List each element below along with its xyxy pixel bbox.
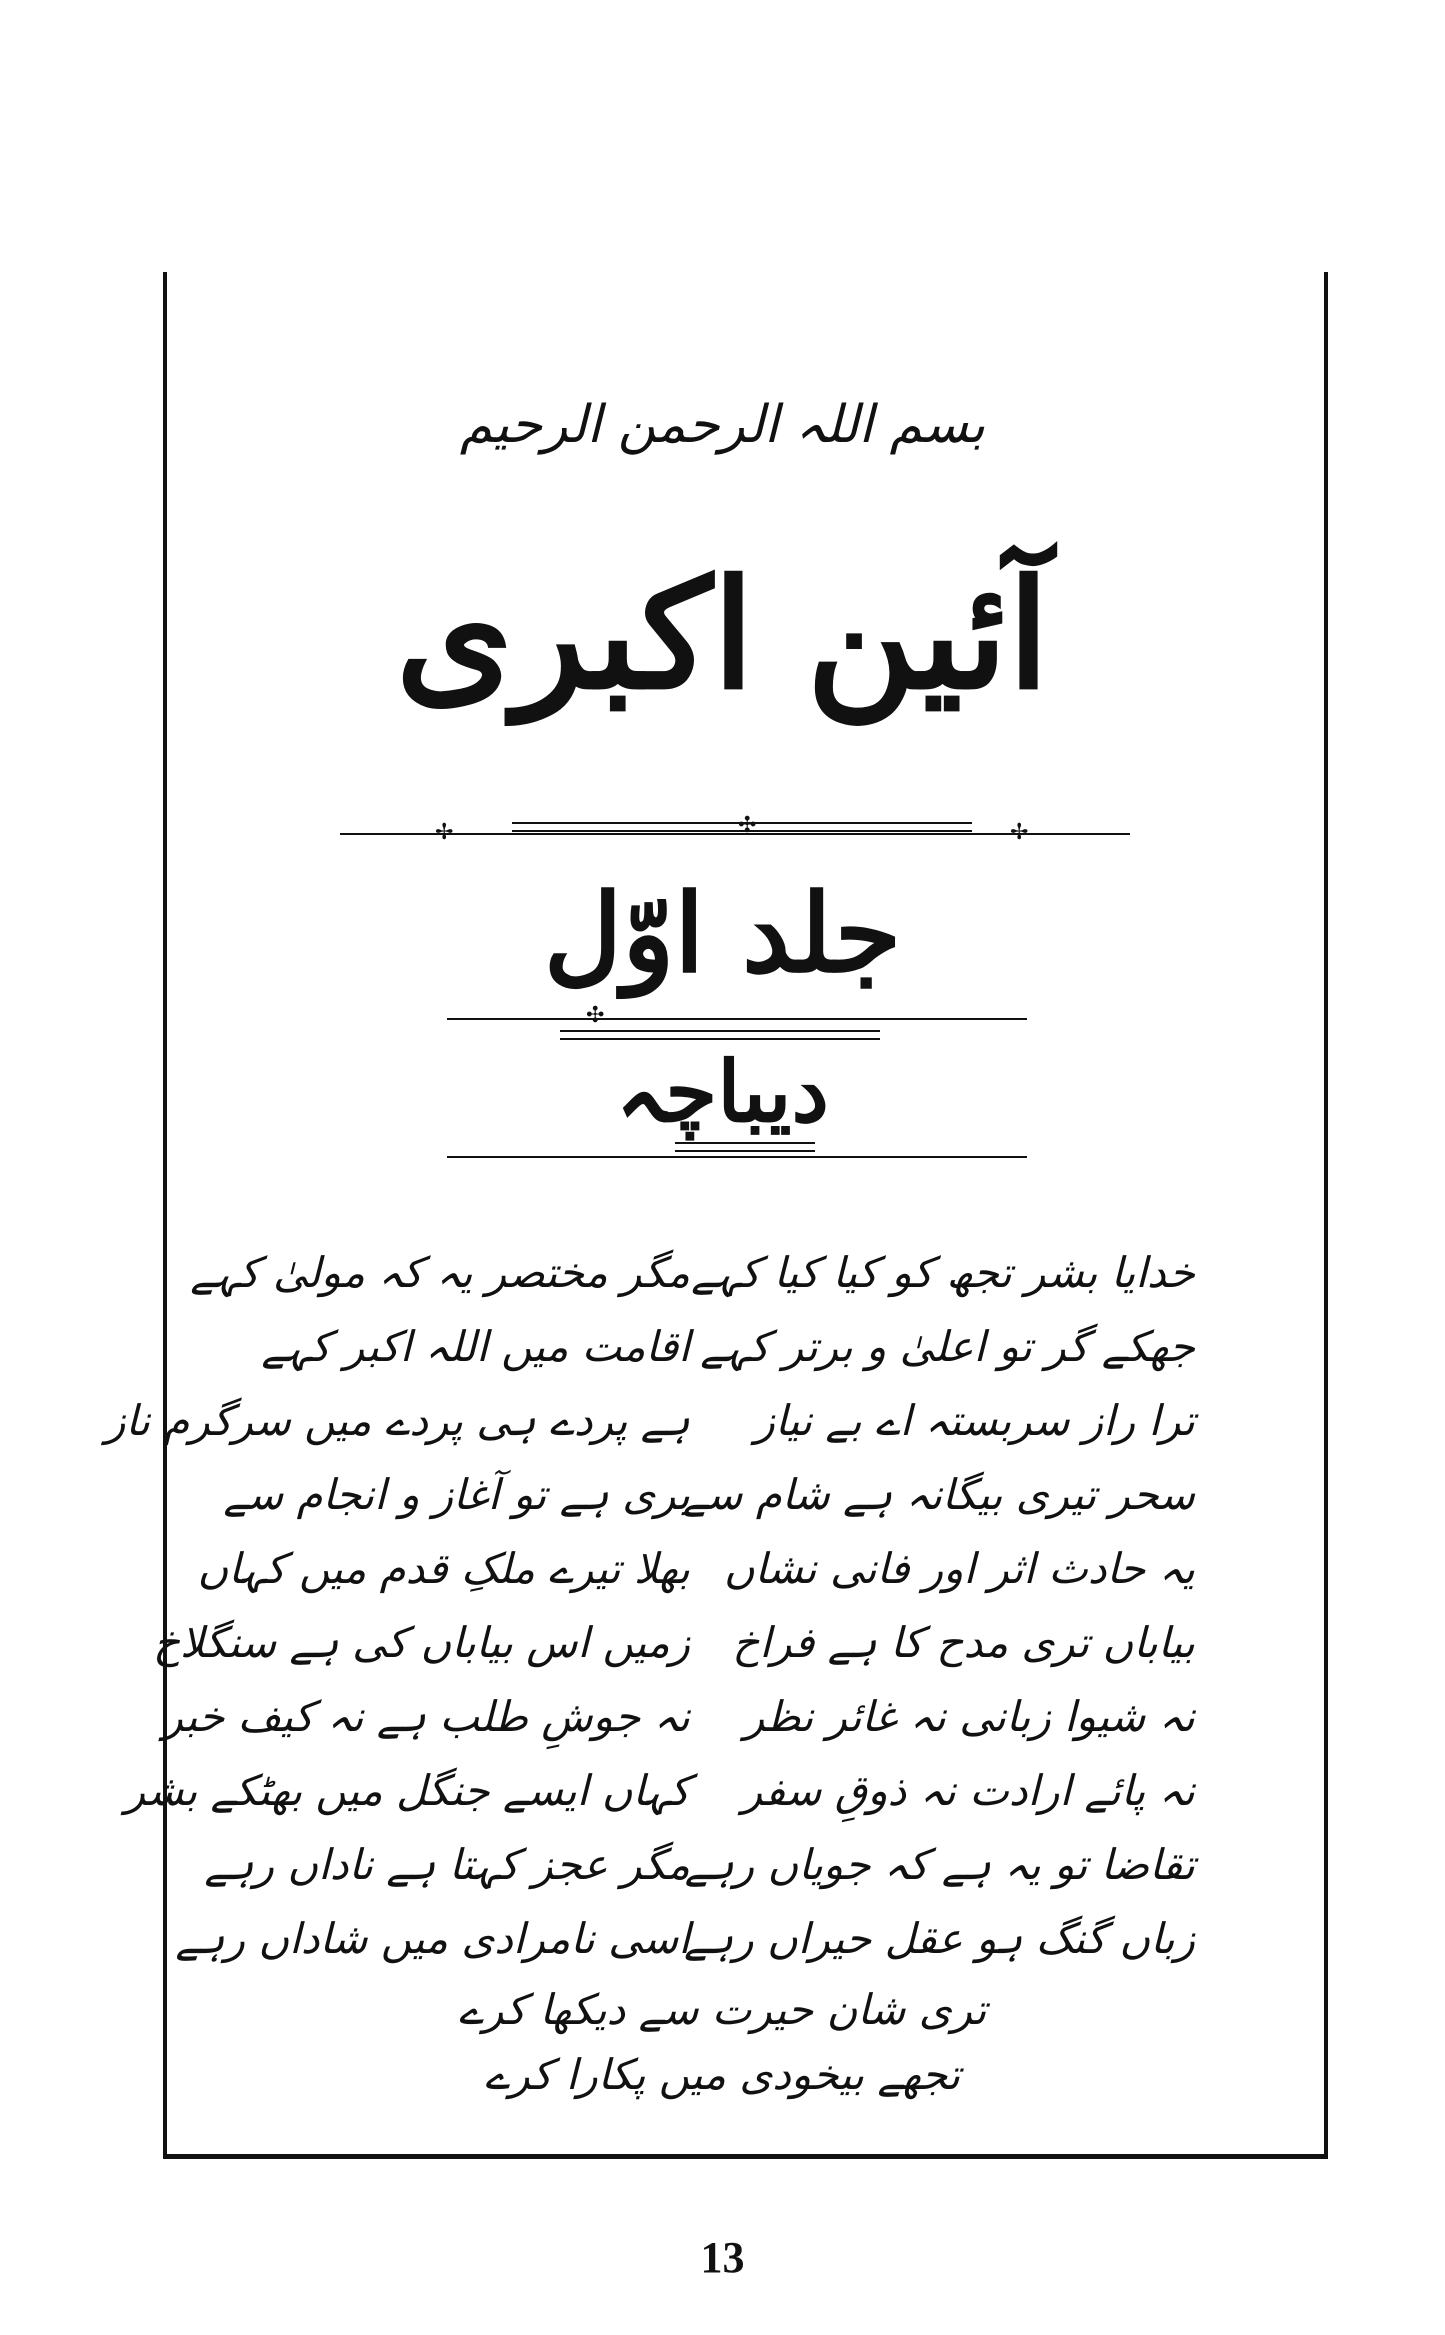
verse-right: سحر تیری بیگانہ ہے شام سے bbox=[682, 1469, 1195, 1519]
couplet-row bbox=[152, 1605, 1195, 1679]
couplet-row bbox=[261, 1309, 1195, 1383]
couplet-row bbox=[197, 1531, 1195, 1605]
volume-title: جلد اوّل bbox=[543, 871, 902, 997]
couplet-row bbox=[175, 1901, 1195, 1975]
verse-left: کہاں ایسے جنگل میں بھٹکے بشر bbox=[124, 1765, 690, 1815]
divider-section-outer bbox=[447, 1156, 1027, 1158]
verse-right: نہ پائے ارادت نہ ذوقِ سفر bbox=[741, 1765, 1195, 1815]
verse-left: بری ہے تو آغاز و انجام سے bbox=[223, 1469, 690, 1519]
closing-verse-2: تجھے بیخودی میں پکارا کرے bbox=[484, 2050, 961, 2099]
verse-right: بیاباں تری مدح کا ہے فراخ bbox=[732, 1617, 1195, 1667]
divider-ornament-left: ✢ bbox=[435, 820, 454, 845]
verse-right: تقاضا تو یہ ہے کہ جویاں رہے bbox=[684, 1839, 1195, 1889]
verse-left: مگر عجز کہتا ہے ناداں رہے bbox=[204, 1839, 690, 1889]
book-title: آئین اکبری bbox=[395, 547, 1050, 723]
verse-left: اسی نامرادی میں شاداں رہے bbox=[175, 1913, 690, 1963]
verse-right: نہ شیوا زبانی نہ غائر نظر bbox=[744, 1691, 1195, 1741]
verse-left: مگر مختصر یہ کہ مولیٰ کہے bbox=[190, 1247, 690, 1297]
couplet-row bbox=[124, 1753, 1195, 1827]
basmala: بسم اللہ الرحمن الرحیم bbox=[459, 395, 986, 455]
verse-left: نہ جوشِ طلب ہے نہ کیف خبر bbox=[162, 1691, 690, 1741]
divider-ornament-right: ✢ bbox=[1010, 820, 1029, 845]
divider-section-inner bbox=[675, 1142, 815, 1152]
divider-volume-outer bbox=[447, 1018, 1027, 1020]
verse-left: ہے پردے ہی پردے میں سرگرم ناز bbox=[105, 1395, 690, 1445]
verse-right: زباں گنگ ہو عقل حیراں رہے bbox=[684, 1913, 1195, 1963]
verse-left: بھلا تیرے ملکِ قدم میں کہاں bbox=[197, 1543, 690, 1593]
verse-right: ترا راز سربستہ اے بے نیاز bbox=[754, 1395, 1195, 1445]
verse-right: یہ حادث اثر اور فانی نشاں bbox=[723, 1543, 1195, 1593]
verse-left: اقامت میں اللہ اکبر کہے bbox=[261, 1321, 690, 1371]
verse-right: خدایا بشر تجھ کو کیا کیا کہے bbox=[691, 1247, 1195, 1297]
couplet-row bbox=[162, 1679, 1195, 1753]
couplet-row bbox=[105, 1383, 1195, 1457]
divider-volume-ornament: ✣ bbox=[586, 1003, 605, 1028]
section-title: دیباچہ bbox=[616, 1042, 829, 1141]
verse-left: زمیں اس بیاباں کی ہے سنگلاخ bbox=[152, 1617, 690, 1667]
couplet-row bbox=[190, 1235, 1195, 1309]
divider-ornament-center: ✣ bbox=[738, 813, 757, 838]
couplet-row bbox=[204, 1827, 1195, 1901]
page-number: 13 bbox=[700, 2233, 745, 2282]
divider-volume-inner bbox=[560, 1030, 880, 1040]
closing-verse-1: تری شان حیرت سے دیکھا کرے bbox=[458, 1985, 987, 2034]
couplet-row bbox=[223, 1457, 1195, 1531]
verse-couplets bbox=[105, 1235, 1195, 1975]
verse-right: جھکے گر تو اعلیٰ و برتر کہے bbox=[700, 1321, 1195, 1371]
